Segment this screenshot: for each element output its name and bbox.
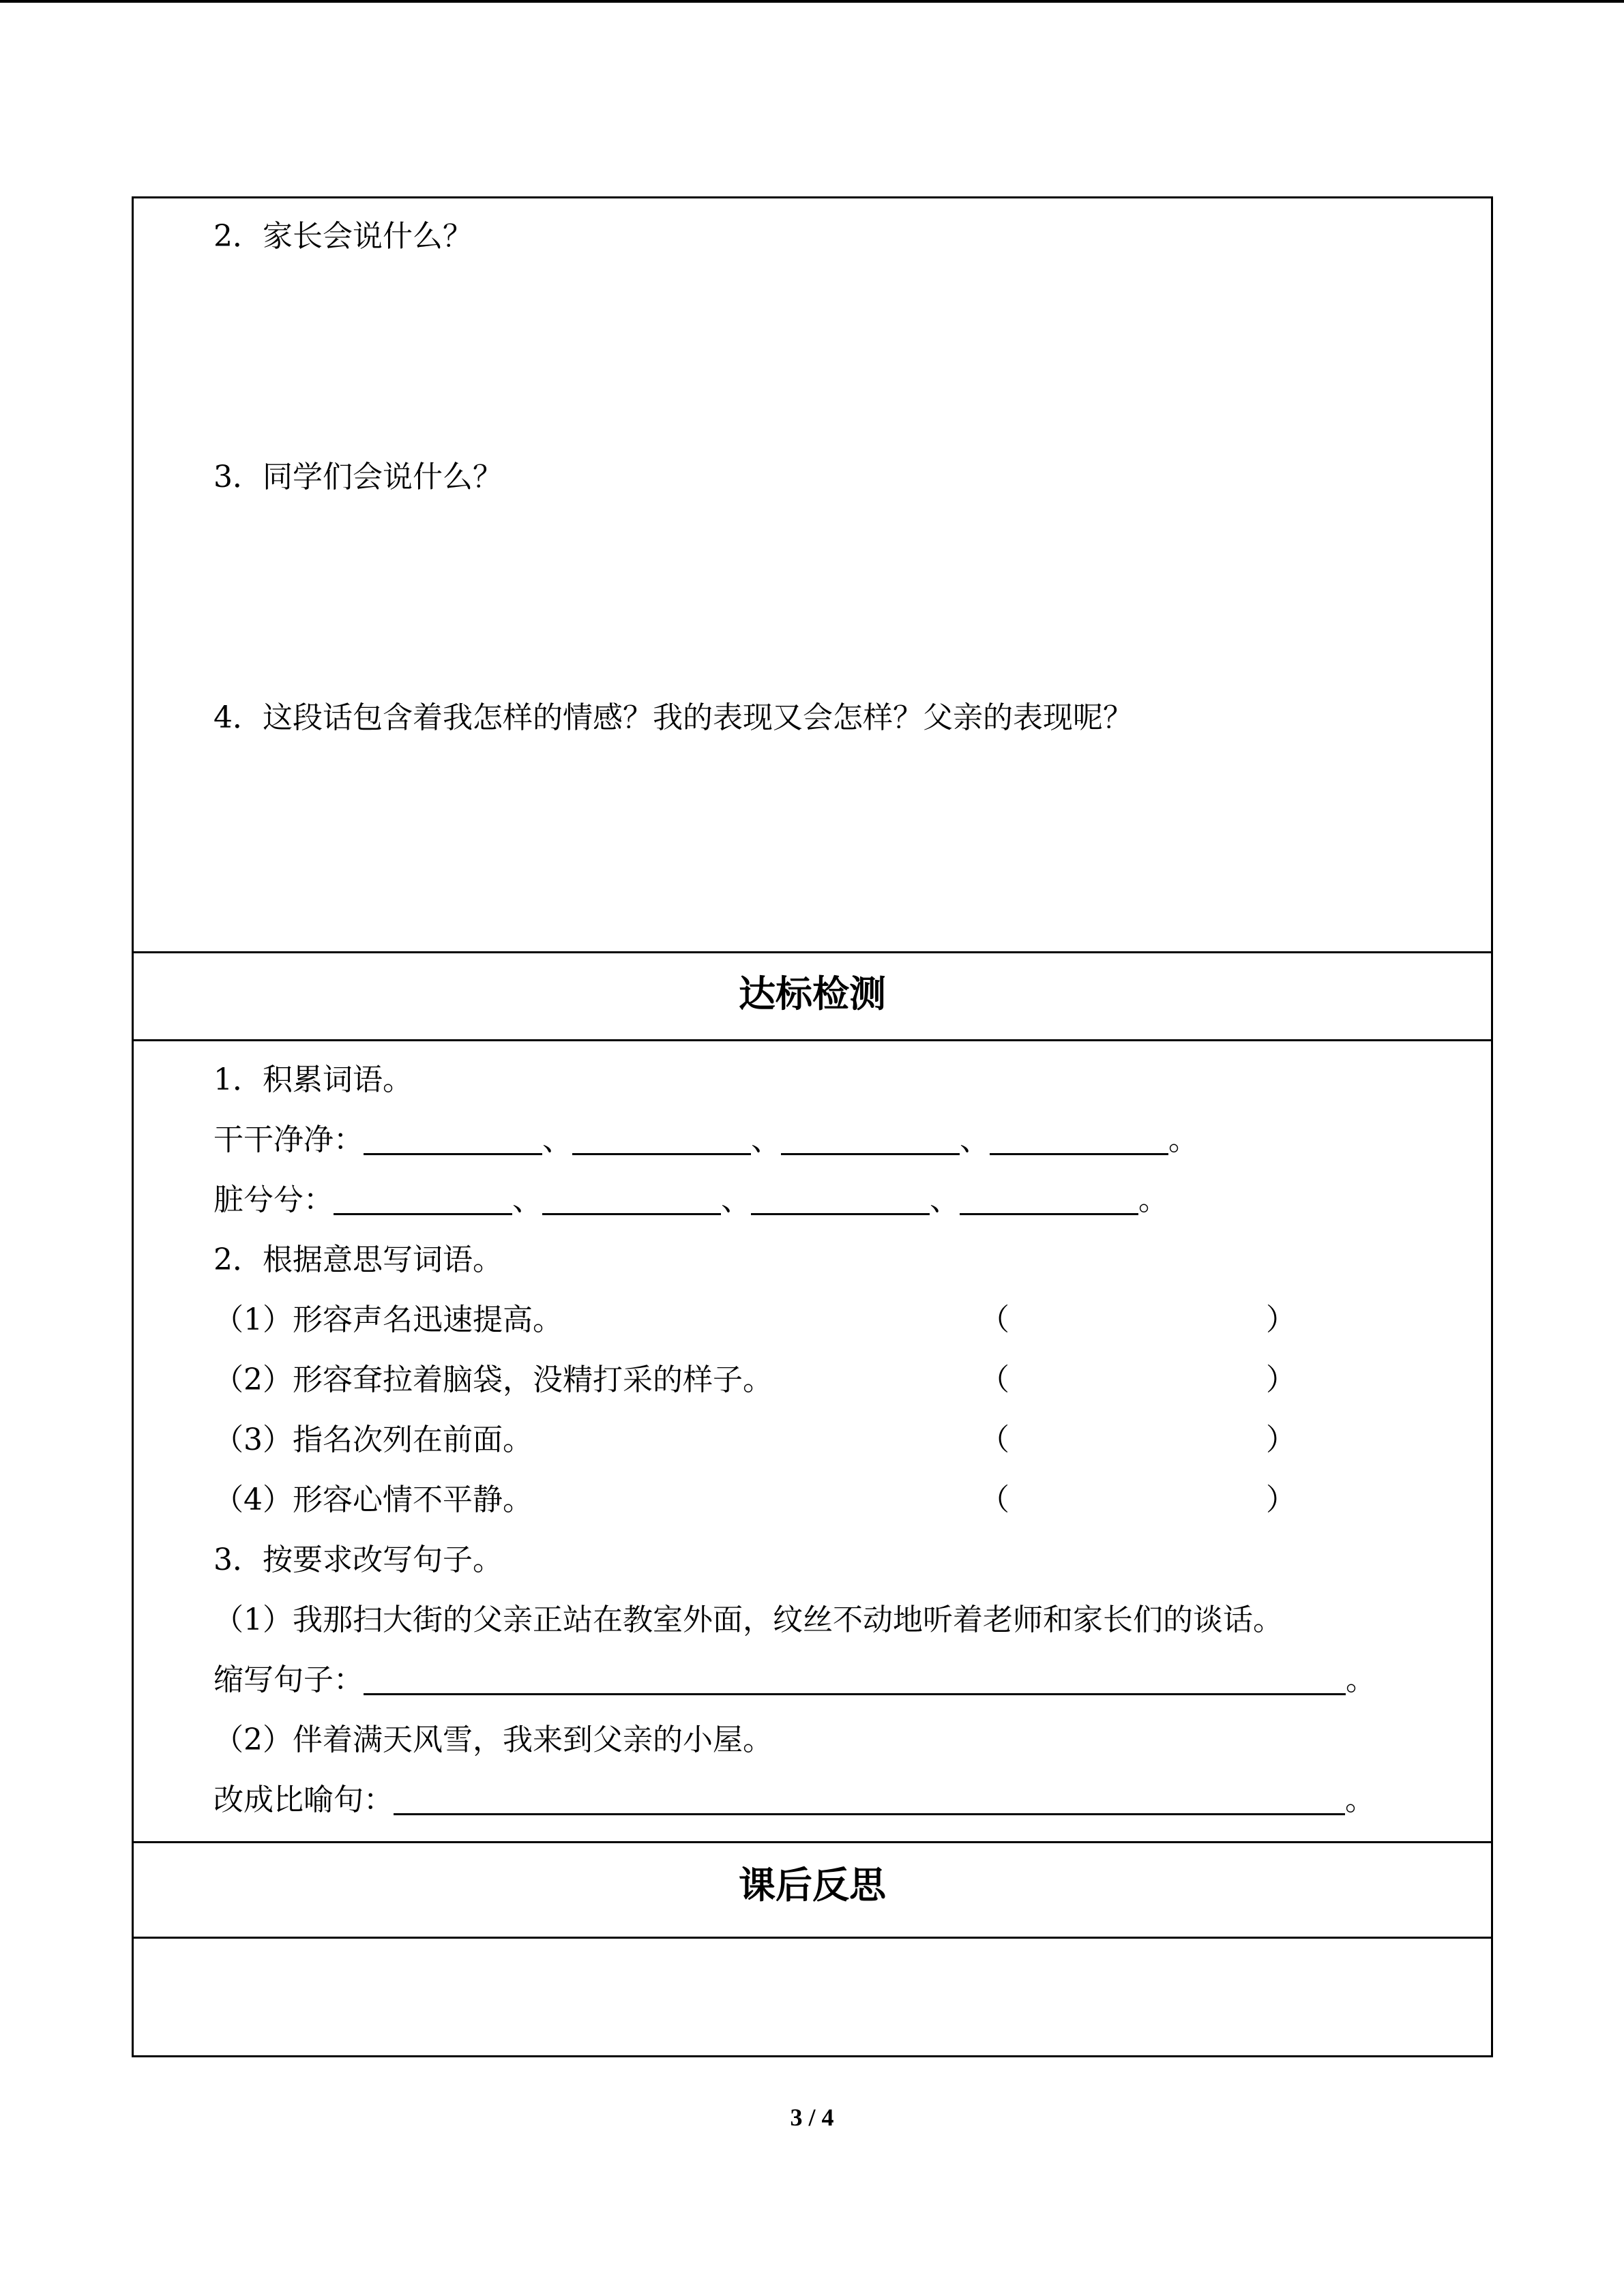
answer-blank[interactable] xyxy=(572,1126,751,1155)
answer-blank[interactable] xyxy=(751,1186,930,1215)
period: 。 xyxy=(1345,1783,1375,1817)
paren-left: （ xyxy=(979,1422,1009,1457)
separator: 、 xyxy=(721,1182,751,1217)
meaning-item-1: （1）形容声名迅速提高。 xyxy=(213,1302,563,1337)
question-3: 3．同学们会说什么？ xyxy=(213,460,503,494)
answer-box[interactable] xyxy=(1045,1361,1202,1399)
word-line-2-label: 脏兮兮： xyxy=(213,1182,334,1217)
answer-box[interactable] xyxy=(1045,1301,1202,1339)
answer-blank[interactable] xyxy=(960,1186,1138,1215)
heading-reflection: 课后反思 xyxy=(739,1863,886,1907)
answer-blank[interactable] xyxy=(364,1126,542,1155)
divider-line xyxy=(134,951,1491,953)
rewrite-item-2: （2）伴着满天风雪，我来到父亲的小屋。 xyxy=(213,1723,773,1757)
rewrite-item-1: （1）我那扫大街的父亲正站在教室外面，纹丝不动地听着老师和家长们的谈话。 xyxy=(213,1602,1283,1637)
separator: 、 xyxy=(930,1182,960,1217)
paren-right: ） xyxy=(1266,1422,1296,1457)
paren-left: （ xyxy=(979,1362,1009,1397)
separator: 、 xyxy=(512,1182,542,1217)
top-border-rule xyxy=(0,0,1624,3)
question-4: 4．这段话包含着我怎样的情感？我的表现又会怎样？父亲的表现呢？ xyxy=(213,700,1133,735)
rewrite-line-2-label: 改成比喻句： xyxy=(213,1783,394,1817)
separator: 、 xyxy=(542,1122,572,1157)
word-line-1-label: 干干净净： xyxy=(213,1122,364,1157)
divider-line xyxy=(134,1841,1491,1843)
reflection-area[interactable] xyxy=(134,1939,1491,2055)
lesson-table xyxy=(132,196,1493,2057)
assessment-question-3: 3．按要求改写句子。 xyxy=(213,1542,503,1577)
rewrite-line-1-label: 缩写句子： xyxy=(213,1663,364,1697)
word-line-1 xyxy=(213,1121,1198,1159)
paren-right: ） xyxy=(1266,1362,1296,1397)
meaning-item-4: （4）形容心情不平静。 xyxy=(213,1482,533,1517)
paren-left: （ xyxy=(979,1482,1009,1517)
paren-right: ） xyxy=(1266,1482,1296,1517)
period: 。 xyxy=(1138,1182,1168,1217)
answer-blank[interactable] xyxy=(364,1666,1346,1695)
page-number: 3 / 4 xyxy=(790,2104,834,2131)
paren-left: （ xyxy=(979,1302,1009,1337)
rewrite-line-1 xyxy=(213,1661,1376,1699)
word-line-2 xyxy=(213,1181,1168,1219)
answer-blank[interactable] xyxy=(542,1186,721,1215)
meaning-item-3: （3）指名次列在前面。 xyxy=(213,1422,533,1457)
divider-line xyxy=(134,1039,1491,1041)
answer-box[interactable] xyxy=(1045,1421,1202,1459)
answer-blank[interactable] xyxy=(394,1786,1345,1815)
assessment-question-2: 2．根据意思写词语。 xyxy=(213,1242,503,1277)
paren-right: ） xyxy=(1266,1302,1296,1337)
question-2: 2．家长会说什么？ xyxy=(213,219,473,254)
answer-box[interactable] xyxy=(1045,1481,1202,1519)
period: 。 xyxy=(1168,1122,1198,1157)
separator: 、 xyxy=(960,1122,990,1157)
heading-assessment: 达标检测 xyxy=(739,972,886,1015)
period: 。 xyxy=(1346,1663,1376,1697)
assessment-question-1: 1．积累词语。 xyxy=(213,1062,413,1097)
answer-blank[interactable] xyxy=(334,1186,512,1215)
separator: 、 xyxy=(751,1122,781,1157)
rewrite-line-2 xyxy=(213,1781,1375,1819)
answer-blank[interactable] xyxy=(781,1126,960,1155)
answer-blank[interactable] xyxy=(990,1126,1168,1155)
meaning-item-2: （2）形容耷拉着脑袋，没精打采的样子。 xyxy=(213,1362,773,1397)
